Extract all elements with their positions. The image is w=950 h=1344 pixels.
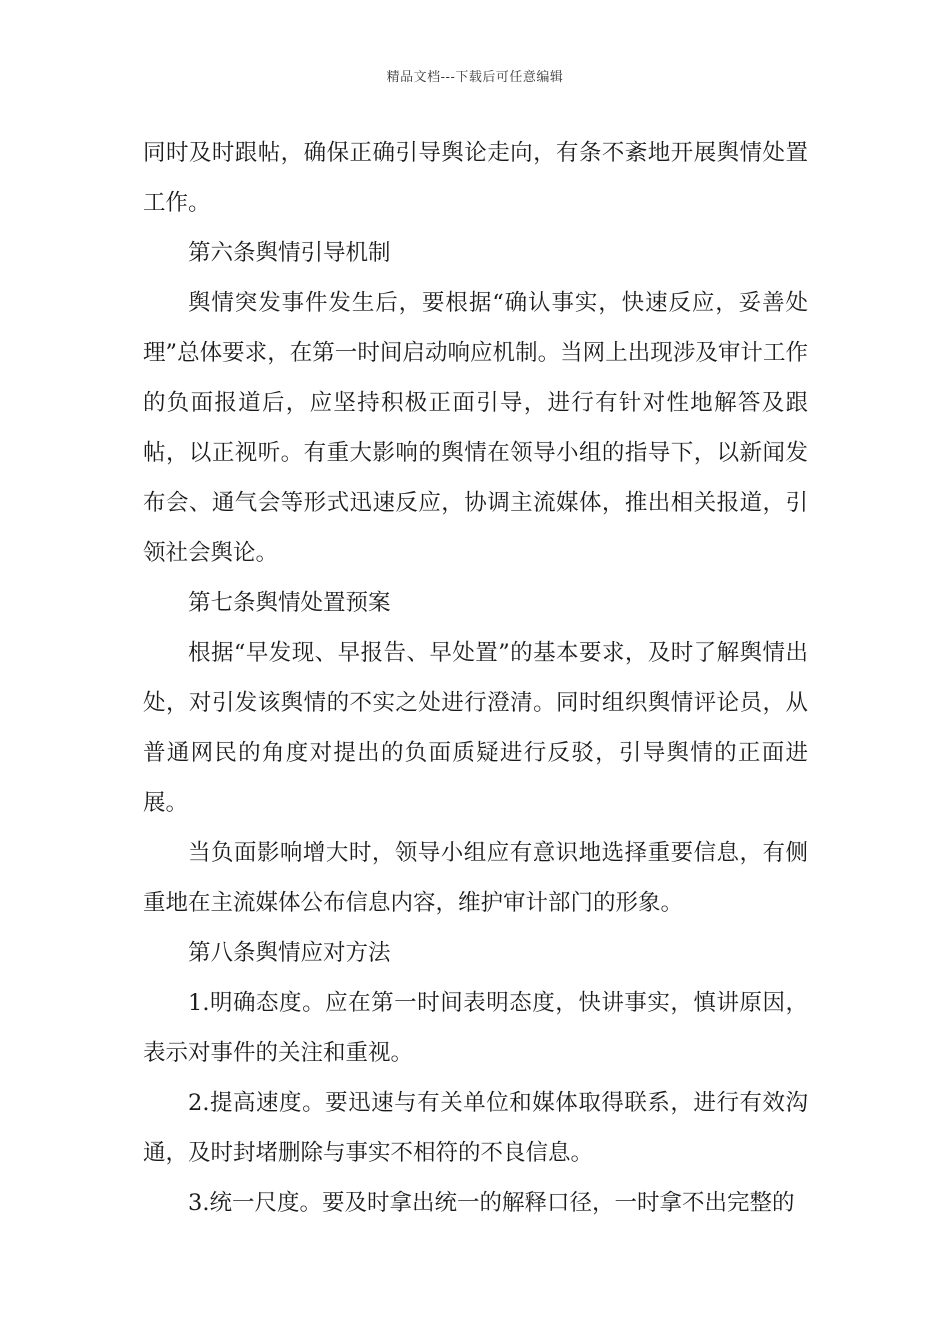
paragraph: 根据“早发现、早报告、早处置”的基本要求，及时了解舆情出处，对引发该舆情的不实之处进行澄清。同时组织舆情评论员，从普通网民的角度对提出的负面质疑进行反驳，引导舆情的正面进展。 <box>143 640 808 816</box>
page-header: 精品文档---下载后可任意编辑 <box>386 70 564 85</box>
paragraph: 当负面影响增大时，领导小组应有意识地选择重要信息，有侧重地在主流媒体公布信息内容，维护审计部门的形象。 <box>143 840 808 916</box>
section-heading: 第八条舆情应对方法 <box>188 940 391 966</box>
paragraph: 舆情突发事件发生后，要根据“确认事实，快速反应，妥善处理”总体要求，在第一时间启动响应机制。当网上出现涉及审计工作的负面报道后，应坚持积极正面引导，进行有针对性地解答及跟帖，以正视听。有重大影响的舆情在领导小组的指导下，以新闻发布会、通气会等形式迅速反应，协调主流媒体，推出相关报道，引领社会舆论。 <box>143 290 808 566</box>
list-item: 1.明确态度。应在第一时间表明态度，快讲事实，慎讲原因，表示对事件的关注和重视。 <box>143 990 808 1066</box>
list-item: 3.统一尺度。要及时拿出统一的解释口径，一时拿不出完整的 <box>188 1190 795 1216</box>
list-item: 2.提高速度。要迅速与有关单位和媒体取得联系，进行有效沟通，及时封堵删除与事实不相符的不良信息。 <box>143 1090 808 1166</box>
document-body <box>143 128 808 1228</box>
section-heading: 第六条舆情引导机制 <box>188 240 391 266</box>
section-heading: 第七条舆情处置预案 <box>188 590 391 616</box>
paragraph: 同时及时跟帖，确保正确引导舆论走向，有条不紊地开展舆情处置工作。 <box>143 140 808 216</box>
